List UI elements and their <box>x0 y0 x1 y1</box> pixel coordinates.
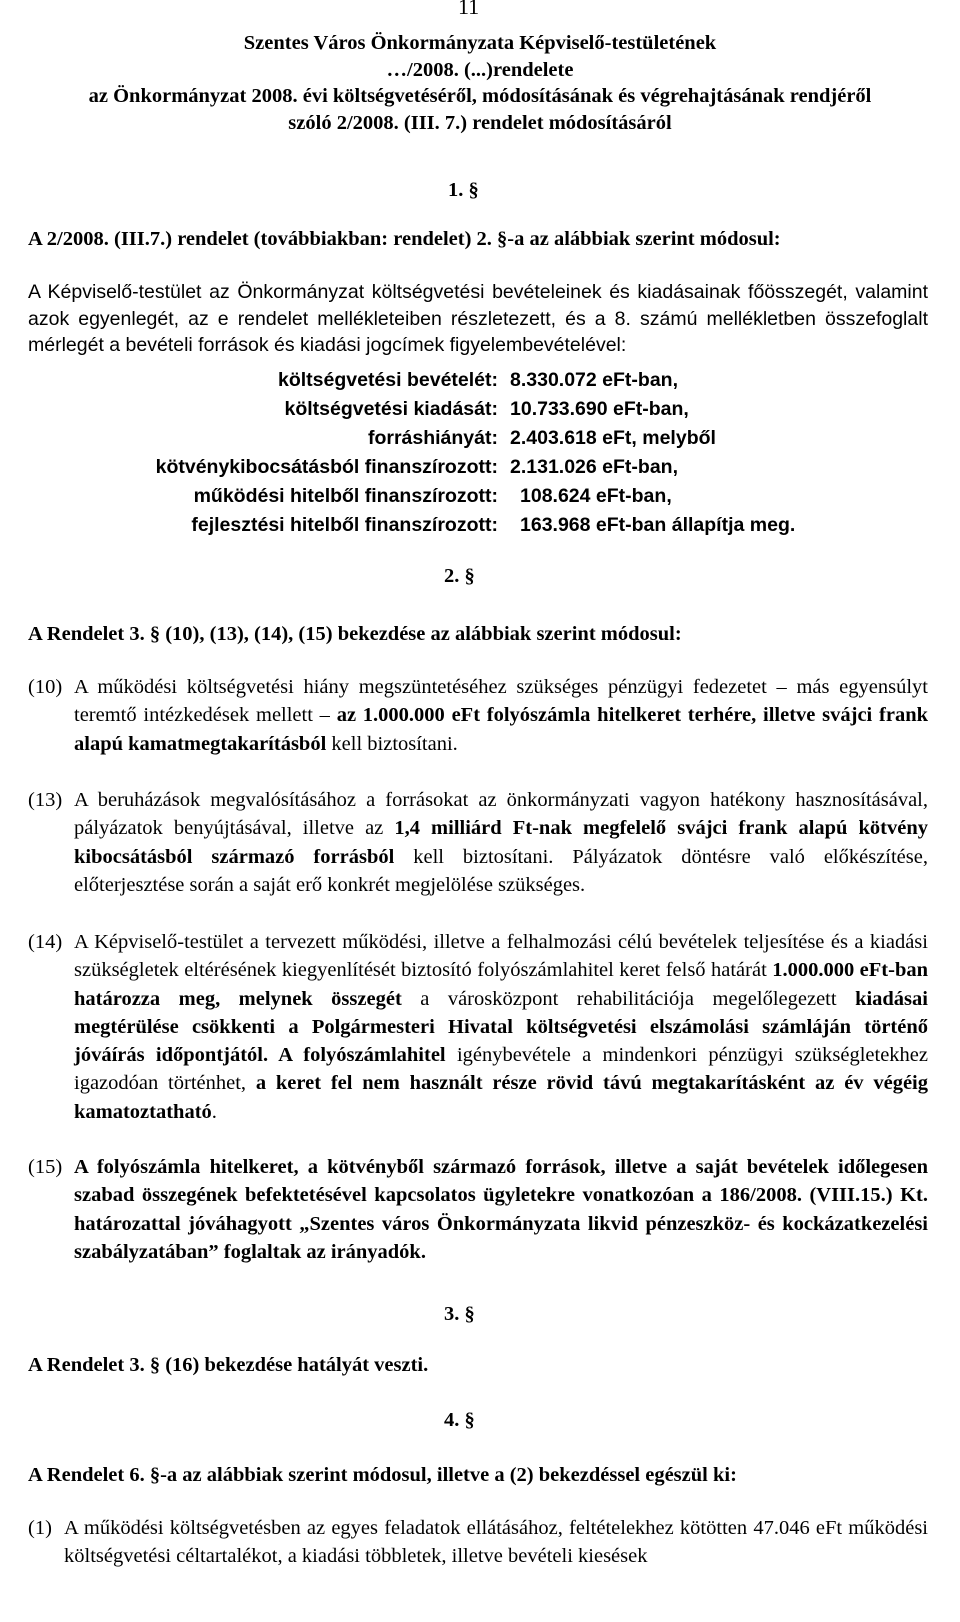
paragraph-text: kell biztosítani. Pályázatok döntésre való előkészítése, előterjesztése során a saját erő konkrét megjelölése szükséges. <box>74 845 928 896</box>
paragraph-text: kell biztosítani. <box>326 732 458 755</box>
figure-value: 2.131.026 eFt-ban, <box>510 456 678 478</box>
section-2-heading: 2. § <box>444 565 475 587</box>
paragraph-emphasis: az 1.000.000 eFt folyószámla hitelkeret terhére, illetve svájci frank alapú kamatmegtakarításból <box>74 704 928 755</box>
paragraph-text: . <box>211 1100 217 1123</box>
paragraph-text: a városközpont rehabilitációja megelőlegezett <box>401 987 856 1010</box>
document-title <box>28 30 932 137</box>
figure-label: működési hitelből finanszírozott: <box>193 485 498 507</box>
section-2-intro: A Rendelet 3. § (10), (13), (14), (15) bekezdése az alábbiak szerint módosul: <box>28 623 682 645</box>
figure-label: költségvetési kiadását: <box>284 398 498 420</box>
figure-label: fejlesztési hitelből finanszírozott: <box>191 514 498 536</box>
paragraph-text: A beruházások megvalósításához a forrásokat az önkormányzati vagyon hatékony hasznosításával, pályázatok benyújtásával, illetve az <box>74 789 928 840</box>
figure-label: forráshiányát: <box>367 427 498 449</box>
paragraph-15 <box>28 1153 928 1266</box>
paragraph-emphasis: 1.000.000 eFt-ban határozza meg, melynek összegét <box>74 959 928 1010</box>
figure-value: 2.403.618 eFt, melyből <box>510 427 716 449</box>
paragraph-emphasis: 1,4 milliárd Ft-nak megfelelő svájci frank alapú kötvény kibocsátásból származó forrásból <box>74 817 928 868</box>
section-4-intro: A Rendelet 6. §-a az alábbiak szerint módosul, illetve a (2) bekezdéssel egészül ki: <box>28 1464 737 1486</box>
figure-value: 108.624 eFt-ban, <box>520 485 672 507</box>
paragraph-text: A működési költségvetésben az egyes feladatok ellátásához, feltételekhez kötötten 47.046 eFt működési költségvetési céltartalékot, a kiadási többletek, illetve bevételi kiesések <box>64 1517 928 1568</box>
title-line-3: az Önkormányzat 2008. évi költségvetéséről, módosításának és végrehajtásának rendjéről <box>88 85 872 108</box>
section-4-heading: 4. § <box>444 1409 475 1431</box>
figure-label: költségvetési bevételét: <box>277 369 498 391</box>
paragraph-emphasis: A folyószámla hitelkeret, a kötvényből származó források, illetve a saját bevételek időlegesen szabad összegének befektetésével kapcsolatos ügyletekre vonatkozóan a 186/2008. (VIII.15.) Kt. határozattal jóváhagyott „Szentes város Önkormányzata likvid pénzeszköz- és kockázatkezelési szabályzatában” foglaltak az irányadók. <box>74 1156 928 1263</box>
section-1-heading: 1. § <box>448 179 479 201</box>
title-line-2: …/2008. (...)rendelete <box>386 58 574 81</box>
paragraph-10 <box>28 673 928 758</box>
paragraph-emphasis: a keret fel nem használt része rövid távú megtakarításként az év végéig kamatoztatható <box>74 1072 928 1123</box>
paragraph-text: igénybevétele a mindenkori pénzügyi szükségletekhez igazodóan történhet, <box>74 1044 928 1095</box>
paragraph-text: A Képviselő-testület a tervezett működési, illetve a felhalmozási célú bevételek teljesítése és a kiadási szükségletek eltérésének kiegyenlítését biztosító folyószámlahitel keret felső határát <box>74 931 928 982</box>
paragraph-14 <box>28 928 928 1126</box>
section-1-intro: A 2/2008. (III.7.) rendelet (továbbiakban: rendelet) 2. §-a az alábbiak szerint módosul: <box>28 228 781 250</box>
paragraph-number: (1) <box>28 1517 52 1539</box>
paragraph-number: (13) <box>28 789 63 811</box>
section-3-heading: 3. § <box>444 1303 475 1325</box>
title-line-1: Szentes Város Önkormányzata Képviselő-testületének <box>243 32 717 54</box>
section-1-body: A Képviselő-testület az Önkormányzat költségvetési bevételeinek és kiadásainak főösszegét, valamint azok egyenlegét, az e rendelet mellékleteiben részletezett, és a 8. számú mellékletben összefoglalt mérlegét a bevételi források és kiadási jogcímek figyelembevételével: <box>28 281 928 357</box>
paragraph-4-1 <box>28 1514 928 1571</box>
section-3-text: A Rendelet 3. § (16) bekezdése hatályát veszti. <box>28 1354 429 1376</box>
figure-label: kötvénykibocsátásból finanszírozott: <box>155 456 498 478</box>
paragraph-number: (15) <box>28 1156 63 1178</box>
title-line-4: szóló 2/2008. (III. 7.) rendelet módosításáról <box>288 111 672 134</box>
paragraph-text: A működési költségvetési hiány megszüntetéséhez szükséges pénzügyi fedezetet – más egyensúlyt teremtő intézkedések mellett – <box>74 676 928 727</box>
paragraph-number: (14) <box>28 931 63 953</box>
figure-value: 8.330.072 eFt-ban, <box>510 369 678 391</box>
figure-value: 10.733.690 eFt-ban, <box>510 398 689 420</box>
paragraph-13 <box>28 786 928 899</box>
figure-value: 163.968 eFt-ban állapítja meg. <box>520 514 796 536</box>
paragraph-emphasis: kiadásai megtérülése csökkenti a Polgármesteri Hivatal költségvetési elszámolási számláján történő jóváírás időpontjától. A folyószámlahitel <box>74 987 928 1067</box>
paragraph-number: (10) <box>28 676 63 698</box>
page-number: 11 <box>458 0 480 19</box>
